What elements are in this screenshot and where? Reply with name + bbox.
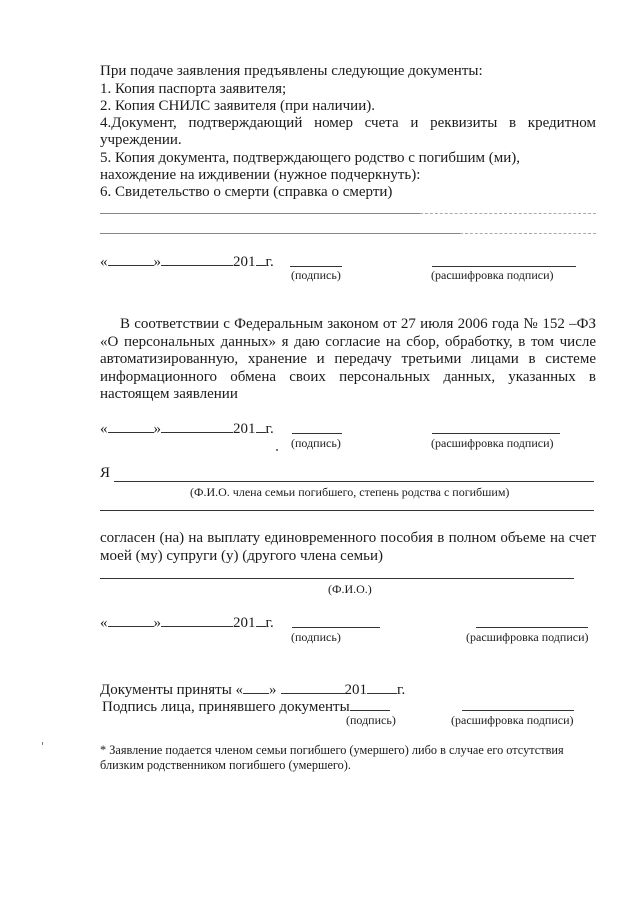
signer-decoding-line[interactable]	[462, 710, 574, 711]
date-year-blank[interactable]	[256, 612, 266, 627]
date-day-blank[interactable]	[108, 612, 154, 627]
date-quote-open: «	[100, 421, 108, 437]
consent-line-4: информационного обмена своих персональных данных, указанных в	[100, 369, 596, 385]
decoding-line-1[interactable]	[432, 266, 576, 267]
documents-blank-line-2[interactable]	[100, 233, 460, 234]
date-year-suffix: г.	[265, 615, 274, 631]
date-quote-close: »	[153, 615, 161, 631]
date-field-2[interactable]	[100, 418, 274, 438]
decoding-caption-2: (расшифровка подписи)	[431, 436, 554, 450]
decoding-line-2[interactable]	[432, 433, 560, 434]
date-month-blank[interactable]	[161, 251, 233, 266]
accepted-day-blank[interactable]	[243, 679, 269, 694]
documents-blank-line-1-faded	[420, 213, 596, 214]
margin-speck	[42, 742, 43, 745]
consent-line-2: «О персональных данных» я даю согласие на сбор, обработку, в том числе	[100, 334, 596, 350]
consent-line-5: настоящем заявлении	[100, 386, 238, 402]
signature-line-3[interactable]	[292, 627, 380, 628]
recipient-fio-line[interactable]	[100, 578, 574, 579]
date-year-prefix: 201	[233, 615, 256, 631]
documents-item-5: 5. Копия документа, подтверждающего родство с погибшим (ми),	[100, 150, 521, 166]
documents-item-4: 4.Документ, подтверждающий номер счета и реквизиты в кредитном	[100, 115, 596, 131]
date-year-blank[interactable]	[256, 251, 266, 266]
signature-line-1[interactable]	[290, 266, 342, 267]
signer-blank[interactable]	[350, 696, 390, 711]
date-year-suffix: г.	[265, 421, 274, 437]
date-field-3[interactable]	[100, 612, 274, 632]
date-month-blank[interactable]	[161, 612, 233, 627]
signature-caption-1: (подпись)	[291, 268, 341, 282]
applicant-relation-line[interactable]	[100, 510, 594, 511]
date-day-blank[interactable]	[108, 251, 154, 266]
accepted-year-blank[interactable]	[367, 679, 397, 694]
decoding-caption-1: (расшифровка подписи)	[431, 268, 554, 282]
date-quote-close: »	[153, 421, 161, 437]
applicant-name-line[interactable]	[114, 481, 594, 482]
signer-signature-caption: (подпись)	[346, 713, 396, 727]
documents-intro: При подаче заявления предъявлены следующие документы:	[100, 63, 483, 79]
accepted-month-blank[interactable]	[281, 679, 345, 694]
signer-label: Подпись лица, принявшего документы	[102, 699, 350, 715]
date-quote-close: »	[153, 254, 161, 270]
decoding-caption-3: (расшифровка подписи)	[466, 630, 589, 644]
documents-item-2: 2. Копия СНИЛС заявителя (при наличии).	[100, 98, 375, 114]
date-month-blank[interactable]	[161, 418, 233, 433]
date-year-prefix: 201	[233, 254, 256, 270]
footnote-line-1: * Заявление подается членом семьи погибшего (умершего) либо в случае его отсутствия	[100, 743, 564, 757]
accepted-label: Документы приняты «	[100, 682, 244, 698]
consent-line-1: В соответствии с Федеральным законом от 27 июля 2006 года № 152 –ФЗ	[120, 316, 596, 332]
signer-decoding-caption: (расшифровка подписи)	[451, 713, 574, 727]
consent-line-3: автоматизированную, хранение и передачу третьими лицами в системе	[100, 351, 596, 367]
documents-blank-line-1[interactable]	[100, 213, 420, 214]
signature-caption-3: (подпись)	[291, 630, 341, 644]
accepted-year-suffix: г.	[397, 682, 406, 698]
documents-item-6: 6. Свидетельство о смерти (справка о смерти)	[100, 184, 393, 200]
recipient-fio-caption: (Ф.И.О.)	[328, 582, 372, 596]
date-year-suffix: г.	[265, 254, 274, 270]
applicant-agree-line-1: согласен (на) на выплату единовременного пособия в полном объеме на счет	[100, 530, 596, 546]
date-day-blank[interactable]	[108, 418, 154, 433]
applicant-agree-line-2: моей (му) супруги (у) (другого члена семьи)	[100, 548, 384, 564]
date-year-prefix: 201	[233, 421, 256, 437]
signature-line-2[interactable]	[292, 433, 342, 434]
date-quote-open: «	[100, 615, 108, 631]
documents-blank-line-2-faded	[460, 233, 596, 234]
decoding-line-3[interactable]	[476, 627, 588, 628]
documents-item-5-continued: нахождение на иждивении (нужное подчеркнуть):	[100, 167, 421, 183]
applicant-caption: (Ф.И.О. члена семьи погибшего, степень родства с погибшим)	[190, 485, 510, 499]
date-field-1[interactable]	[100, 251, 274, 271]
scan-speck	[276, 449, 278, 451]
footnote-line-2: близким родственником погибшего (умершего).	[100, 758, 351, 772]
date-year-blank[interactable]	[256, 418, 266, 433]
documents-item-4-continued: учреждении.	[100, 132, 182, 148]
signature-caption-2: (подпись)	[291, 436, 341, 450]
applicant-prefix: Я	[100, 465, 111, 481]
accepted-quote-close: »	[269, 682, 277, 698]
date-quote-open: «	[100, 254, 108, 270]
documents-item-1: 1. Копия паспорта заявителя;	[100, 81, 287, 97]
accepted-year-prefix: 201	[344, 682, 368, 698]
